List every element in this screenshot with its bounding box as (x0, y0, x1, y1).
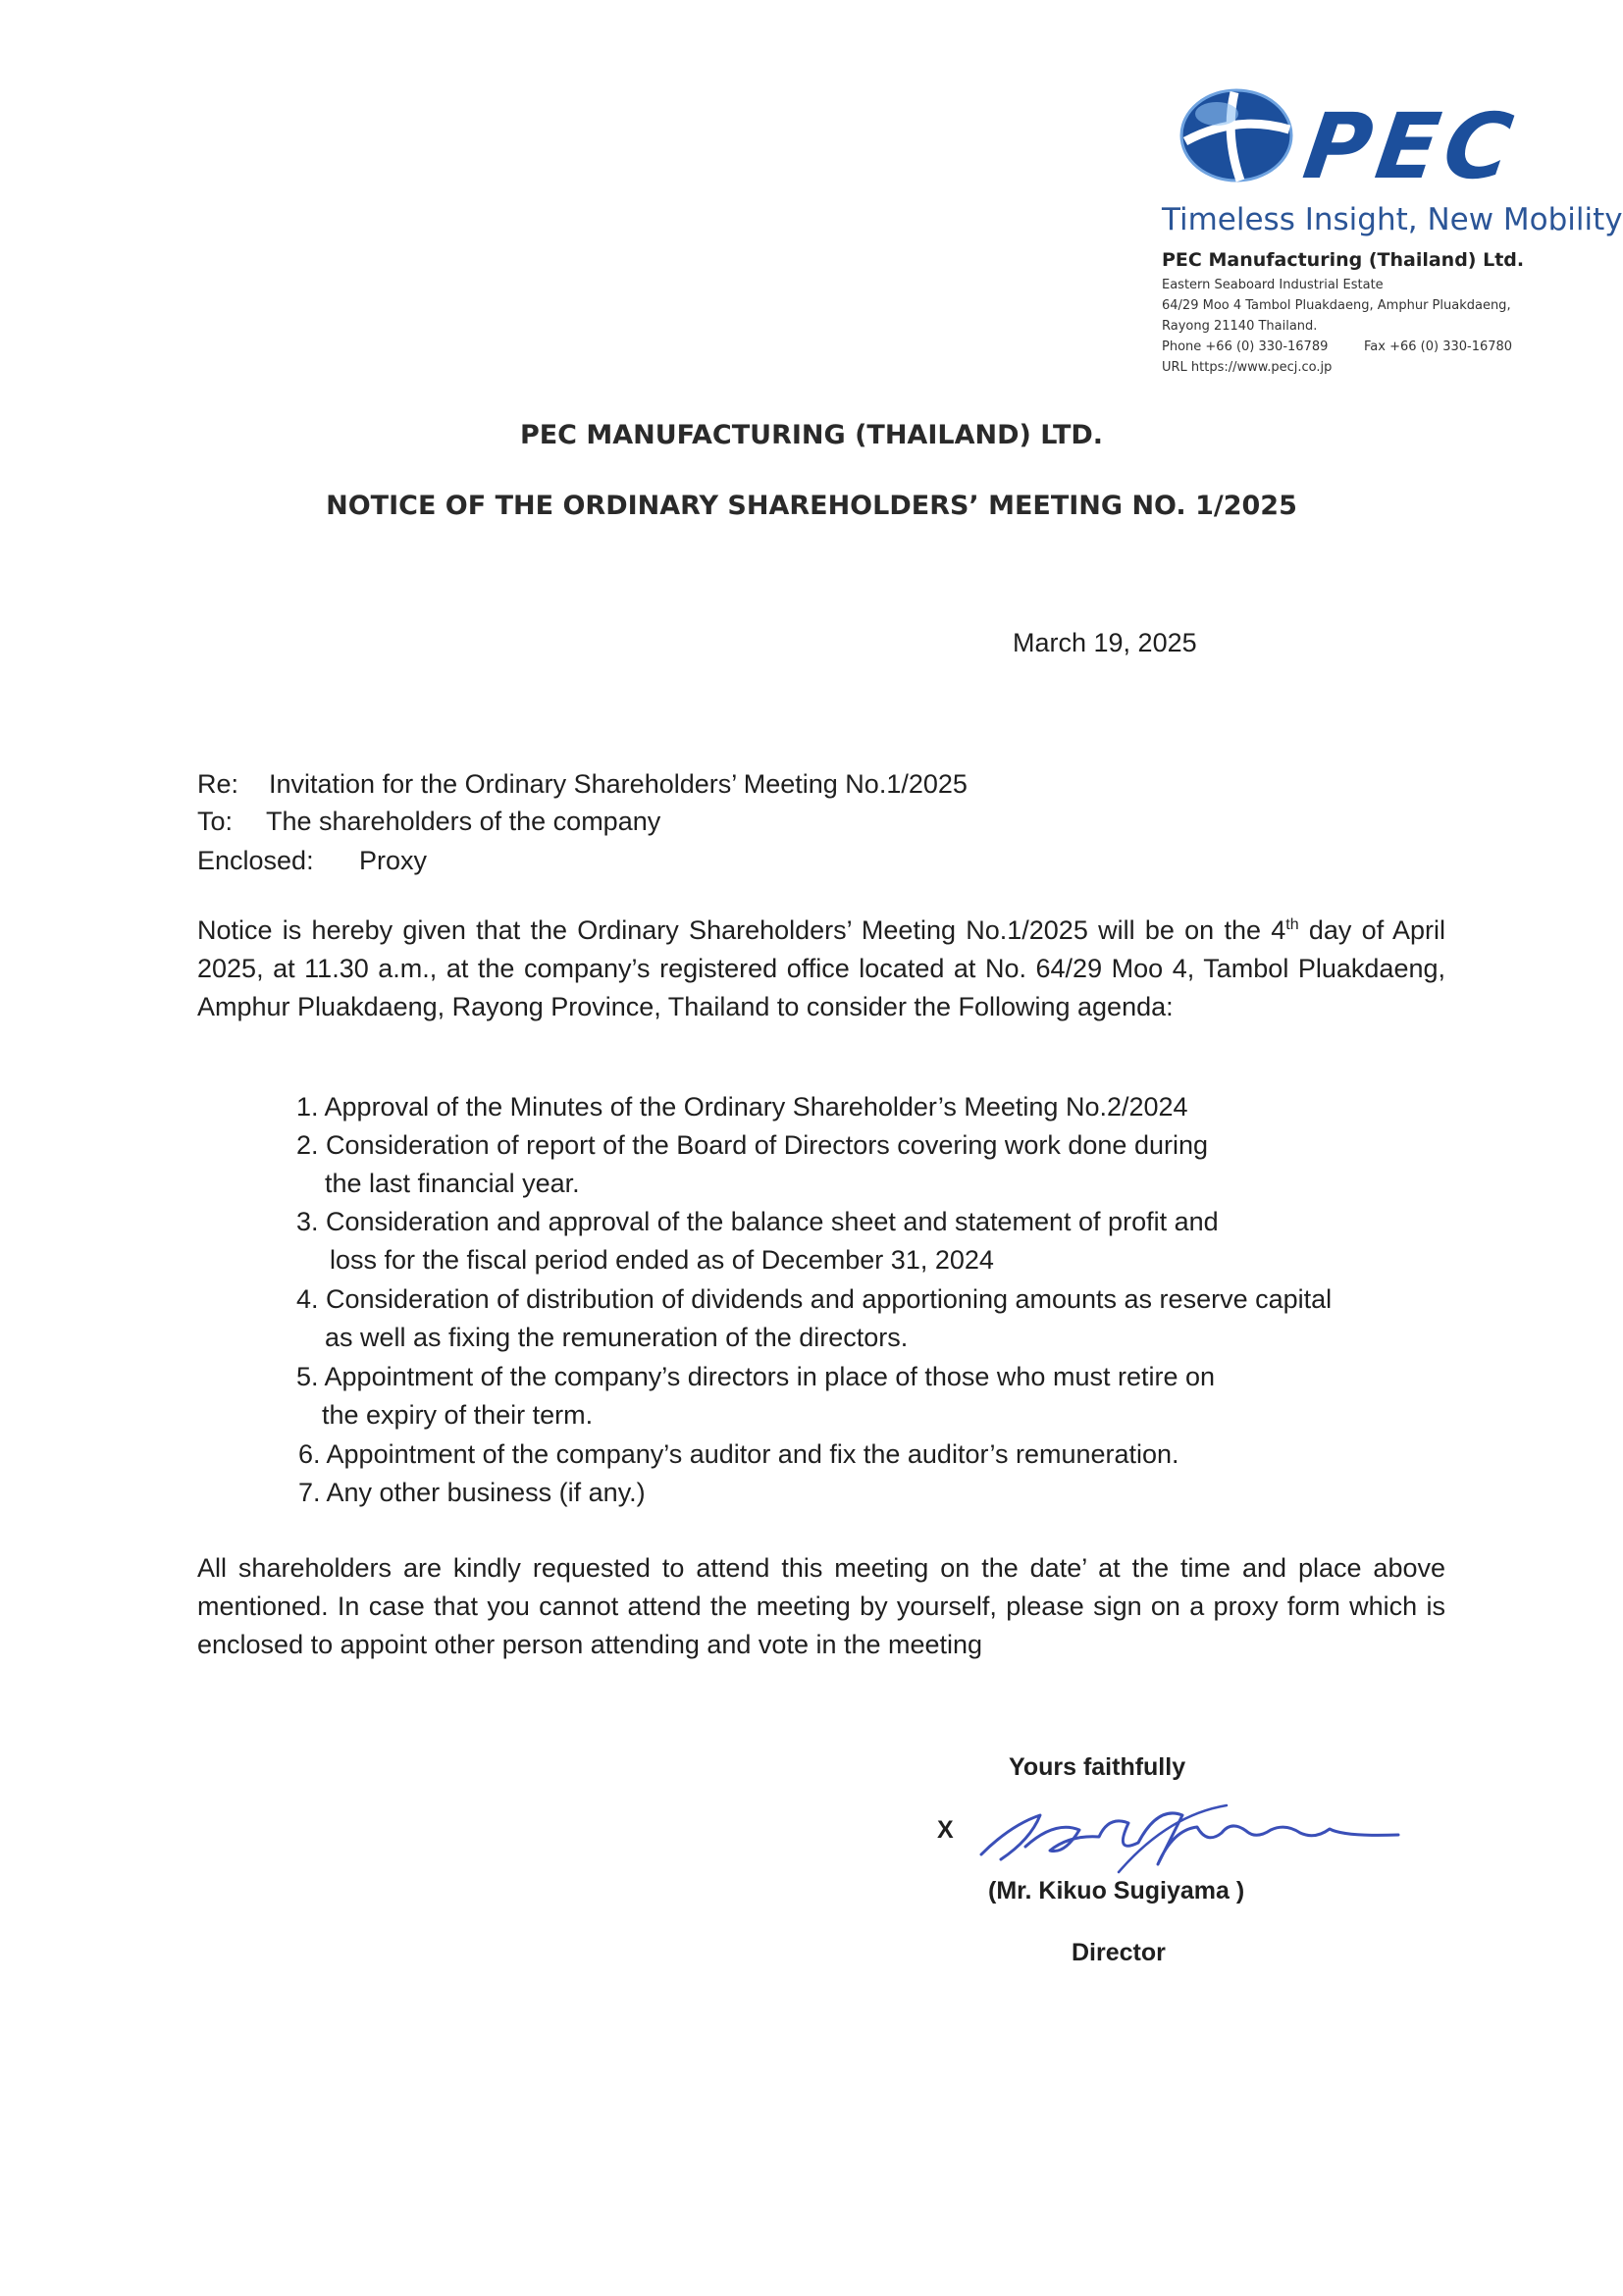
enclosed-value: Proxy (359, 846, 428, 875)
request-paragraph: All shareholders are kindly requested to attend this meeting on the date’ at the time and place above mentioned. In case that you cannot attend the meeting by yourself, please sign on a proxy form which is enclosed to appoint other person attending and vote in the meeting (197, 1553, 1445, 1659)
company-name: PEC Manufacturing (Thailand) Ltd. (1162, 249, 1525, 271)
document-title: NOTICE OF THE ORDINARY SHAREHOLDERS’ MEETING NO. 1/2025 (326, 491, 1297, 521)
agenda-item-2: 2. Consideration of report of the Board of Directors covering work done during (296, 1130, 1208, 1160)
agenda-item-5-cont: the expiry of their term. (322, 1400, 594, 1430)
signature-mark: X (937, 1816, 954, 1844)
agenda-item-4: 4. Consideration of distribution of dividends and apportioning amounts as reserve capital (296, 1284, 1333, 1314)
signer-name: (Mr. Kikuo Sugiyama ) (988, 1877, 1245, 1905)
agenda-item-2-cont: the last financial year. (325, 1169, 580, 1198)
notice-day: 4 (1271, 915, 1286, 945)
letter-date: March 19, 2025 (1013, 628, 1197, 657)
phone-number: Phone +66 (0) 330-16789 (1162, 339, 1329, 354)
address-line: 64/29 Moo 4 Tambol Pluakdaeng, Amphur Pluakdaeng, (1162, 298, 1511, 313)
to-value: The shareholders of the company (266, 807, 661, 836)
fax-number: Fax +66 (0) 330-16780 (1364, 339, 1513, 354)
agenda-item-3: 3. Consideration and approval of the balance sheet and statement of profit and (296, 1207, 1219, 1236)
notice-day-suffix: th (1285, 916, 1299, 933)
company-tagline: Timeless Insight, New Mobility (1162, 202, 1623, 237)
notice-text-b: day of April 2025, at 11.30 a.m., at the company’s registered office located at No. 64/29 Moo 4, Tambol Pluakdaeng, Amphur Pluakdaeng, Rayong Province, Thailand to consider the Following agenda: (197, 915, 1445, 1021)
closing-salutation: Yours faithfully (1009, 1753, 1186, 1781)
address-line: Rayong 21140 Thailand. (1162, 319, 1318, 334)
document-company-heading: PEC MANUFACTURING (THAILAND) LTD. (519, 420, 1104, 450)
enclosed-label: Enclosed: (197, 846, 314, 875)
agenda-item-5: 5. Appointment of the company’s directors in place of those who must retire on (296, 1362, 1216, 1391)
agenda-item-4-cont: as well as fixing the remuneration of the directors. (325, 1323, 909, 1352)
signer-title: Director (1072, 1939, 1166, 1966)
logo-wordmark: PEC (1297, 94, 1525, 199)
agenda-item-1: 1. Approval of the Minutes of the Ordinary Shareholder’s Meeting No.2/2024 (296, 1092, 1188, 1122)
notice-text-a: Notice is hereby given that the Ordinary Shareholders’ Meeting No.1/2025 will be on the (197, 915, 1261, 945)
address-line: Eastern Seaboard Industrial Estate (1162, 278, 1384, 292)
re-label: Re: (197, 769, 239, 799)
re-value: Invitation for the Ordinary Shareholders’ Meeting No.1/2025 (269, 769, 968, 799)
agenda-item-6: 6. Appointment of the company’s auditor and fix the auditor’s remuneration. (298, 1439, 1179, 1469)
handwritten-signature (971, 1786, 1403, 1874)
to-label: To: (197, 807, 234, 836)
notice-paragraph (197, 912, 1445, 1026)
agenda-item-3-cont: loss for the fiscal period ended as of December 31, 2024 (330, 1245, 994, 1275)
agenda-item-7: 7. Any other business (if any.) (298, 1478, 646, 1507)
company-url[interactable]: URL https://www.pecj.co.jp (1162, 360, 1333, 375)
